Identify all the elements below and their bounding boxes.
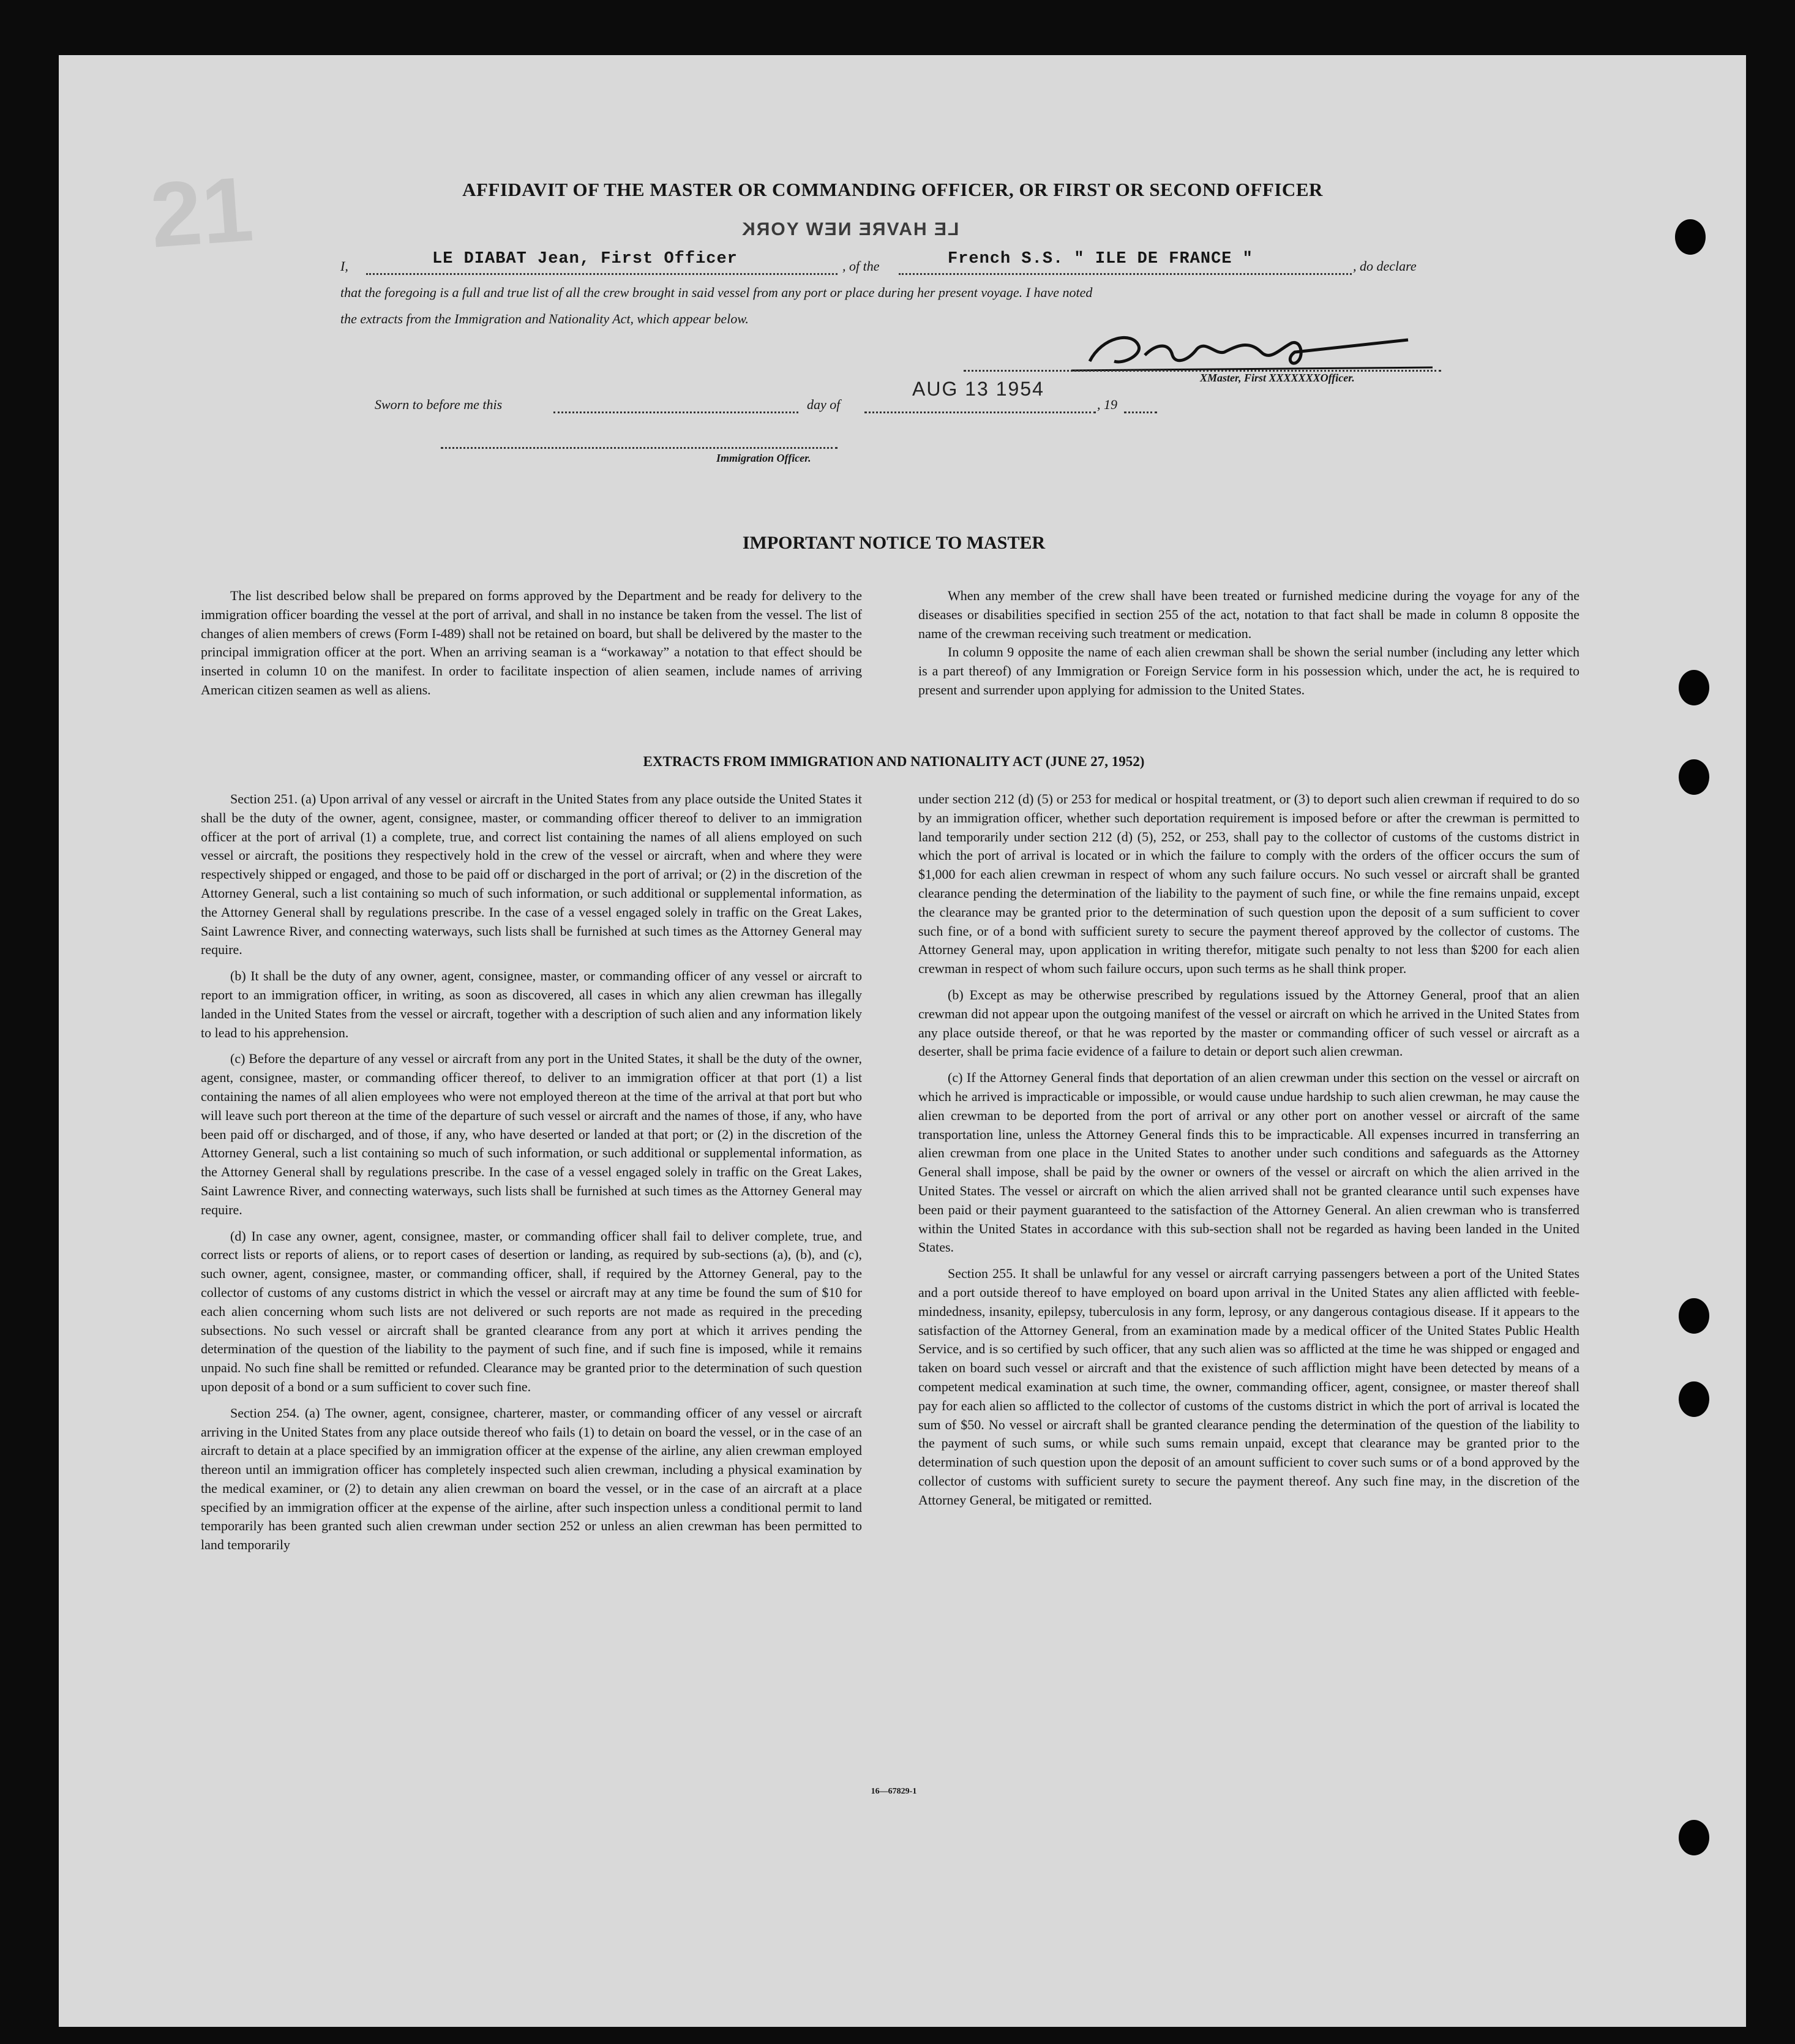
- declaration-line3: the extracts from the Immigration and Nationality Act, which appear below.: [340, 311, 749, 326]
- affidavit-title: AFFIDAVIT OF THE MASTER OR COMMANDING OFFICER, OR FIRST OR SECOND OFFICER: [462, 179, 1323, 200]
- extract-paragraph: Section 254. (a) The owner, agent, consignee, charterer, master, or commanding officer of any vessel or aircraft arriving in the United States from any place outside thereof who fails (1) to detain on board the vessel, or in the case of an aircraft to detain at a place specified by an immigration officer at the expense of the airline, any alien crewman employed thereon until an immigration officer has completely inspected such alien crewman, including a physical examination by the medical examiner, or (2) to detain any alien crewman on board the vessel, or in the case of an aircraft at a place specified by an immigration officer at the expense of the airline, after such inspection unless a conditional permit to land temporarily has been granted such alien crewman under section 252 or unless an alien crewman has been permitted to land temporarily: [201, 1405, 862, 1553]
- binder-hole: [1679, 1820, 1709, 1855]
- binder-hole: [1679, 670, 1709, 705]
- extracts-right-column: [918, 790, 1580, 1517]
- extract-paragraph: Section 255. It shall be unlawful for any vessel or aircraft carrying passengers between a port of the United States and a port outside thereof to have employed on board upon arrival in the United States any alien afflicted with feeble-mindedness, insanity, epilepsy, tuberculosis in any form, leprosy, or any dangerous contagious disease. If it appears to the satisfaction of the Attorney General, from an examination made by a medical officer of the United States Public Health Service, and is so certified by such officer, that any such alien was so afflicted at the time he was shipped or engaged and taken on board such vessel or aircraft and that the existence of such affliction might have been detected by means of a competent medical examination at such time, the owner, commanding officer, agent, consignee, or master thereof shall pay for each alien so afflicted to the collector of customs of the customs district in which the port of arrival is located the sum of $50. No vessel or aircraft shall be granted clearance pending the determination of the question of the liability to the payment of such sums, or while such sums remain unpaid, except that clearance may be granted prior to the determination of such question upon the deposit of an amount sufficient to cover such sums or of a bond approved by the collector of customs with sufficient surety to secure the payment thereof. Any such fine may, in the discretion of the Attorney General, be mitigated or remitted.: [918, 1266, 1580, 1508]
- binder-hole: [1675, 219, 1706, 255]
- do-declare-label: , do declare: [1353, 258, 1417, 274]
- extracts-left-column: [201, 790, 862, 1562]
- extracts-title: EXTRACTS FROM IMMIGRATION AND NATIONALITY ACT (JUNE 27, 1952): [643, 754, 1145, 769]
- notice-paragraph: The list described below shall be prepared on forms approved by the Department and be ready for delivery to the immigration officer boarding the vessel at the port of arrival, and shall in no instance be taken from the vessel. The list of changes of alien members of crews (Form I-489) shall not be retained on board, but shall be delivered by the master to the principal immigration officer at the port. When an arriving seaman is a “workaway” a notation to that effect should be inserted in column 10 on the manifest. In order to facilitate inspection of alien seamen, include names of arriving American citizen seamen as well as aliens.: [201, 588, 862, 697]
- declarant-name: LE DIABAT Jean, First Officer: [432, 250, 738, 268]
- sworn-year-line: [1124, 411, 1157, 413]
- sworn-label: Sworn to before me this: [375, 397, 503, 412]
- form-number: 16—67829-1: [871, 1787, 917, 1796]
- extract-paragraph: (d) In case any owner, agent, consignee, master, or commanding officer shall fail to deliver complete, true, and correct lists or reports of aliens, or to report cases of desertion or landing, as required by sub-sections (a), (b), and (c), such owner, agent, consignee, master, or commanding officer, shall, if required by the Attorney General, pay to the collector of customs of any customs district in which the vessel or aircraft may at any time be found the sum of $10 for each alien concerning whom such lists are not delivered or such reports are not made as required in the preceding subsections. No such vessel or aircraft shall be granted clearance from any port at which it arrives pending the determination of the question of the liability to the payment of such fine, and if such fine is imposed, while it remains unpaid. No such fine shall be remitted or refunded. Clearance may be granted prior to the determination of such question upon deposit of a bond or a sum sufficient to cover such fine.: [201, 1228, 862, 1394]
- officer-caption: XMaster, First XXXXXXXOfficer.: [1200, 372, 1355, 384]
- vessel-name: French S.S. " ILE DE FRANCE ": [948, 250, 1253, 268]
- extract-paragraph: under section 212 (d) (5) or 253 for medical or hospital treatment, or (3) to deport such alien crewman if required to do so by an immigration officer, whether such deportation requirement is imposed before or after the crewman is permitted to land temporarily under section 212 (d) (5), 252, or 253, shall pay to the collector of customs of the customs district in which the port of arrival is located or in which the failure to comply with the orders of the officer occurs the sum of $1,000 for each alien crewman in respect of whom any such failure occurs. No such vessel or aircraft shall be granted clearance pending the determination of the liability to the payment of such fine, or while the fine remains unpaid, except the clearance may be granted prior to the determination of such question upon the deposit of a sum sufficient to cover such fine, or of a bond with sufficient surety to secure the payment thereof approved by the collector of customs. The Attorney General may, upon application in writing therefor, mitigate such penalty to not less than $200 for each alien crewman in respect of whom such failure occurs, upon such terms as he shall think proper.: [918, 791, 1580, 977]
- date-stamp: AUG 13 1954: [912, 378, 1044, 400]
- year-prefix: , 19: [1097, 397, 1117, 412]
- port-stamp: LE HAVRE NEW YORK: [741, 219, 959, 239]
- declarant-line: [366, 273, 838, 275]
- declaration-line2: that the foregoing is a full and true list of all the crew brought in said vessel from any port or place during her present voyage. I have noted: [340, 285, 1093, 300]
- immigration-officer-label: Immigration Officer.: [716, 452, 811, 464]
- sworn-day-line: [553, 411, 798, 413]
- notice-paragraph: When any member of the crew shall have been treated or furnished medicine during the voyage for any of the diseases or disabilities specified in section 255 of the act, notation to that fact shall be made in column 8 opposite the name of the crewman receiving such treatment or medication.: [918, 588, 1580, 641]
- extract-paragraph: Section 251. (a) Upon arrival of any vessel or aircraft in the United States from any place outside the United States it shall be the duty of the owner, agent, consignee, master, or commanding officer thereof to deliver to an immigration officer at the port of arrival (1) a complete, true, and correct list containing the names of all aliens employed on such vessel or aircraft, the positions they respectively hold in the crew of the vessel or aircraft, when and where they were respectively shipped or engaged, and those to be paid off or discharged in the port of arrival; or (2) in the discretion of the Attorney General, such a list containing so much of such information, or such additional or supplemental information, as the Attorney General shall by regulations prescribe. In the case of a vessel engaged solely in traffic on the Great Lakes, Saint Lawrence River, and connecting waterways, such lists shall be furnished at such times as the Attorney General may require.: [201, 791, 862, 958]
- binder-hole: [1679, 1381, 1709, 1417]
- extract-paragraph: (b) Except as may be otherwise prescribed by regulations issued by the Attorney General, proof that an alien crewman did not appear upon the outgoing manifest of the vessel or aircraft on which he arrived in the United States from any place outside thereof, or that he was reported by the master or commanding officer of such vessel or aircraft as a deserter, shall be prima facie evidence of a failure to detain or deport such alien crewman.: [918, 986, 1580, 1059]
- immigration-officer-line: [441, 447, 838, 449]
- binder-hole: [1679, 759, 1709, 795]
- notice-paragraph: In column 9 opposite the name of each alien crewman shall be shown the serial number (including any letter which is a part thereof) of any Immigration or Foreign Service form in his possession which, under the act, he is required to present and surrender upon applying for admission to the United States.: [918, 644, 1580, 697]
- day-of-label: day of: [807, 397, 841, 412]
- extract-paragraph: (b) It shall be the duty of any owner, agent, consignee, master, or commanding officer of any vessel or aircraft to report to an immigration officer, in writing, as soon as discovered, all cases in which any alien crewman has illegally landed in the United States from the vessel or aircraft, together with a description of such alien and any information likely to lead to his apprehension.: [201, 968, 862, 1040]
- sworn-month-line: [864, 411, 1096, 413]
- of-the-label: , of the: [842, 258, 880, 274]
- binder-hole: [1679, 1298, 1709, 1334]
- page-mark: 21: [147, 157, 257, 267]
- declaration-prefix: I,: [340, 258, 348, 274]
- vessel-line: [899, 273, 1352, 275]
- notice-left-column: [201, 587, 862, 707]
- notice-title: IMPORTANT NOTICE TO MASTER: [742, 533, 1046, 553]
- notice-right-column: [918, 587, 1580, 707]
- extract-paragraph: (c) Before the departure of any vessel or aircraft from any port in the United States, it shall be the duty of the owner, agent, consignee, master, or commanding officer thereof, to deliver to an immigration officer at that port (1) a list containing the names of all alien employees who were not employed thereon at the time of the arrival at that port but who will leave such port thereon at the time of the departure of such vessel or aircraft and the names of those, if any, who have been paid off or discharged, and of those, if any, who have deserted or landed at that port; or (2) in the discretion of the Attorney General, such a list containing so much of such information, or such additional or supplemental information, as the Attorney General shall by regulations prescribe. In the case of a vessel engaged solely in traffic on the Great Lakes, Saint Lawrence River, and connecting waterways, such lists shall be furnished at such times as the Attorney General may require.: [201, 1051, 862, 1217]
- extract-paragraph: (c) If the Attorney General finds that deportation of an alien crewman under this section on the vessel or aircraft on which he arrived is impracticable or impossible, or would cause undue hardship to such alien crewman, he may cause the alien crewman to be deported from the port of arrival or any other port on another vessel or aircraft of the same transportation line, unless the Attorney General finds this to be impracticable. All expenses incurred in transferring an alien crewman from one place in the United States to another under such conditions and safeguards as the Attorney General shall impose, shall be paid by the owner or owners of the vessel or aircraft on which the alien arrived in the United States. The vessel or aircraft on which the alien arrived shall not be granted clearance until such expenses have been paid or their payment guaranteed to the satisfaction of the Attorney General. An alien crewman who is transferred within the United States in accordance with this sub-section shall not be regarded as having been landed in the United States.: [918, 1070, 1580, 1255]
